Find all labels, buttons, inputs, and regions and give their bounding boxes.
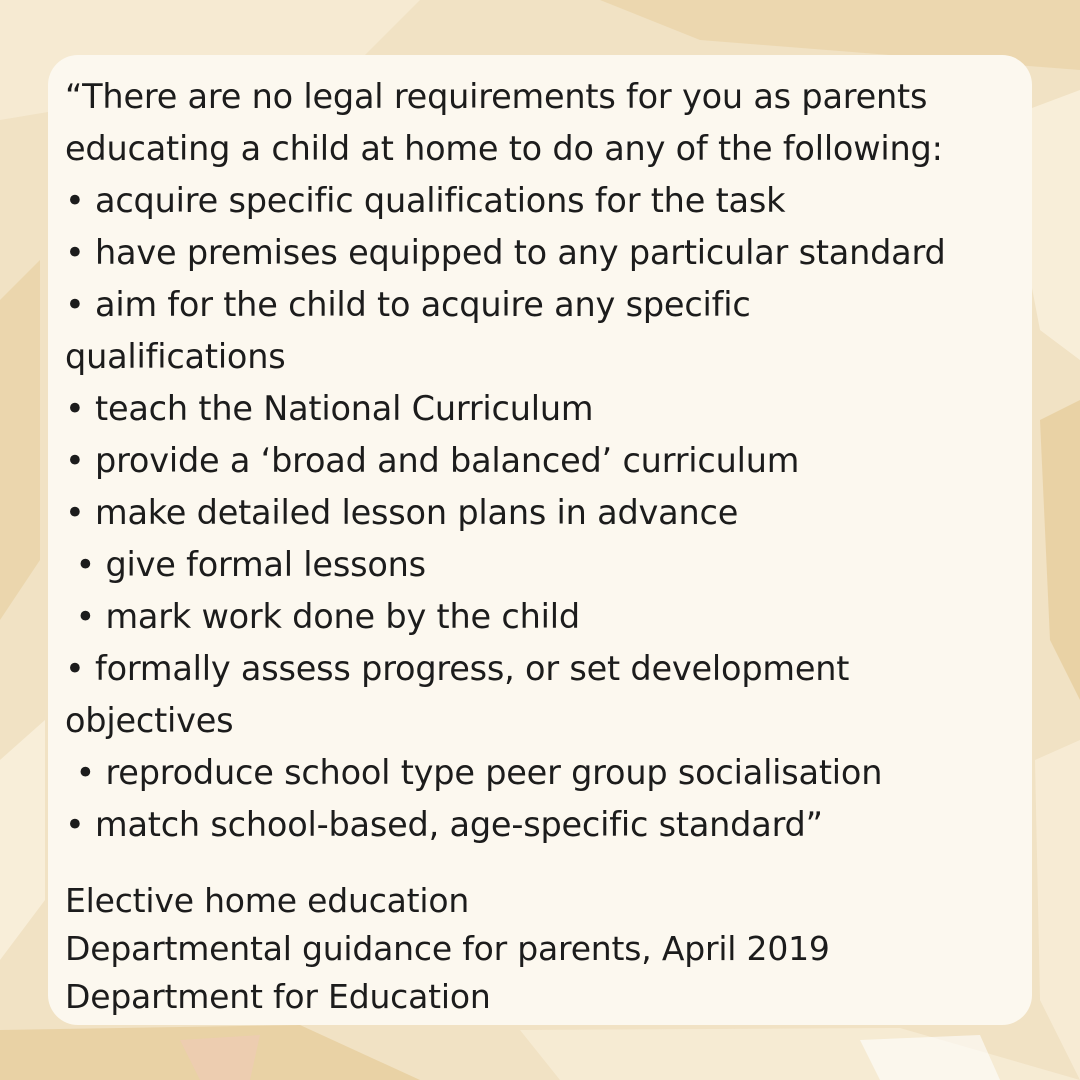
source-title: Elective home education	[65, 881, 470, 920]
quote-bullet: • make detailed lesson plans in advance	[65, 493, 739, 532]
quote-bullet: • mark work done by the child	[65, 597, 580, 636]
source-subtitle: Departmental guidance for parents, April 2019	[65, 929, 830, 968]
quote-bullet: • acquire specific qualifications for the task	[65, 181, 786, 220]
quote-bullet: • formally assess progress, or set development	[65, 649, 850, 688]
quote-bullet: • teach the National Curriculum	[65, 389, 594, 428]
quote-bullet-continuation: objectives	[65, 701, 234, 740]
quote-text	[65, 71, 1016, 851]
quote-bullet: • have premises equipped to any particular standard	[65, 233, 946, 272]
quote-bullet: • provide a ‘broad and balanced’ curriculum	[65, 441, 800, 480]
quote-bullet-continuation: qualifications	[65, 337, 286, 376]
quote-line: educating a child at home to do any of the following:	[65, 129, 943, 168]
quote-bullet: • aim for the child to acquire any specific	[65, 285, 751, 324]
source-publisher: Department for Education	[65, 977, 491, 1016]
quote-bullet: • give formal lessons	[65, 545, 426, 584]
quote-source	[65, 877, 1016, 1021]
quote-line: “There are no legal requirements for you as parents	[65, 77, 928, 116]
quote-bullet: • reproduce school type peer group socialisation	[65, 753, 883, 792]
quote-card	[48, 55, 1032, 1025]
quote-bullet: • match school-based, age-specific standard”	[65, 805, 823, 844]
